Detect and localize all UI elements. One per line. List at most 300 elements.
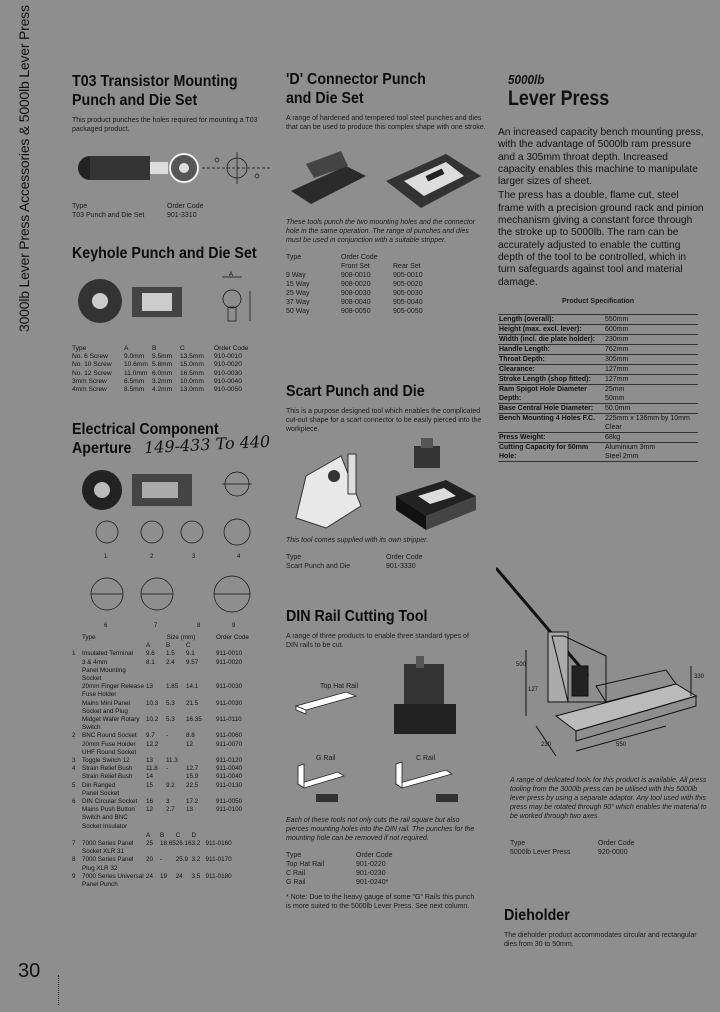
cell-a — [146, 881, 160, 889]
col-type: Type — [286, 554, 302, 561]
table-row — [286, 307, 446, 316]
cell-type: UHF Round Socket — [82, 748, 137, 756]
spec-label: Bench Mounting 4 Holes F.C. — [498, 413, 604, 432]
cell-type: 37 Way — [286, 299, 310, 306]
cell-b — [160, 848, 176, 856]
svg-text:4: 4 — [237, 554, 241, 560]
cell-type: Top Hat Rail — [286, 861, 325, 868]
svg-text:2: 2 — [150, 554, 154, 560]
cell-b: 2.7 — [166, 806, 175, 814]
spec-value: 127mm — [604, 364, 698, 374]
dim-throat: 127 — [528, 687, 539, 693]
cell-b: 6.0mm — [152, 369, 173, 377]
cell-order-code: 910-0050 — [214, 386, 242, 394]
cell-type: No. 10 Screw — [72, 361, 112, 369]
spec-row — [498, 374, 698, 384]
cell-c: 8.8 — [186, 732, 195, 740]
col-type: Type — [72, 203, 88, 210]
dconn-table — [286, 253, 446, 316]
cell-number — [72, 773, 82, 781]
cell-number — [72, 865, 82, 873]
col-a: A — [146, 642, 151, 650]
svg-text:A: A — [229, 272, 234, 278]
cell-number — [72, 749, 82, 757]
cell-number — [72, 667, 82, 683]
table-row — [286, 869, 446, 878]
scart-title: Scart Punch and Die — [286, 383, 425, 400]
col-type: Type — [82, 634, 96, 641]
spec-value: 25mm 50mm — [604, 384, 698, 403]
cell-rear-set: 905-0020 — [393, 281, 423, 288]
cell-type: Strain Relief Bush — [82, 773, 133, 781]
cell-b: 1.5 — [166, 650, 175, 658]
col-a: A — [124, 345, 129, 352]
cell-c: 10.0mm — [180, 377, 204, 385]
keyhole-table — [72, 345, 272, 394]
cell-type: 7000 Series Universal — [82, 872, 144, 880]
cell-a: 9.0mm — [124, 353, 145, 361]
cell-order-code — [206, 848, 277, 856]
col-c: C — [175, 831, 181, 839]
col-type: Type — [286, 254, 302, 261]
page-number: 30 — [18, 960, 41, 982]
cell-type: 20mm Fuse Holder — [82, 740, 136, 748]
cell-order-code: 911-0040 — [216, 765, 243, 773]
cell-type: Mains Mini Panel — [82, 699, 130, 707]
cell-number: 7 — [72, 840, 76, 848]
cell-type: DIN Circular Socket — [82, 798, 138, 806]
cell-number: 5 — [72, 781, 76, 789]
spec-value: 230mm — [604, 334, 698, 344]
keyhole-header-row — [72, 345, 272, 353]
cell-a: 8.1 — [146, 658, 155, 666]
svg-text:9: 9 — [232, 623, 236, 629]
table-row — [72, 798, 277, 806]
cell-b: 3.2mm — [152, 377, 173, 385]
table-row — [72, 700, 277, 708]
cell-order-code — [216, 749, 277, 757]
cell-order-code: 901-0230 — [356, 870, 386, 877]
cell-number: 6 — [72, 798, 76, 806]
table-row — [286, 298, 446, 307]
dim-depth: 230 — [541, 742, 552, 748]
cell-number — [72, 881, 82, 889]
cell-b — [166, 773, 186, 781]
cell-number — [72, 790, 82, 798]
press-caption: A range of dedicated tools for this product is available. All press tooling from the 3000lb press can be utilised with this 5000lb lever press by using a separate adaptor. Any tool used with this press may be rotated through 90° which enables the material to be worked through two axes. — [510, 777, 707, 820]
cell-order-code — [216, 708, 277, 716]
col-order-code: Order Code — [386, 554, 423, 561]
spec-row — [498, 314, 698, 324]
cell-a: 9.6 — [146, 650, 155, 658]
col-c: C — [186, 642, 191, 650]
press-section — [498, 72, 708, 462]
cell-number: 2 — [72, 732, 76, 740]
cell-b — [166, 790, 186, 798]
cell-a: 10.3 — [146, 699, 159, 707]
spec-label: Handle Length: — [498, 344, 604, 354]
press-caption-section — [510, 776, 710, 857]
cell-rear-set: 905-0040 — [393, 299, 423, 306]
col-size: Size (mm) — [166, 634, 196, 641]
cell-order-code: 911-0120 — [216, 757, 243, 765]
cell-a — [146, 708, 166, 716]
cell-d — [192, 865, 206, 873]
cell-order-code: 901-0240* — [356, 879, 389, 886]
spec-label: Press Weight: — [498, 432, 604, 442]
spec-value: 50.0mm — [604, 403, 698, 413]
cell-a: 24 — [146, 872, 154, 880]
cell-d — [192, 848, 206, 856]
spec-row — [498, 324, 698, 334]
cell-type: 3mm Screw — [72, 377, 107, 385]
table-row — [72, 782, 277, 790]
cell-c: 13 — [186, 806, 194, 814]
scart-description: This is a purpose designed tool which enables the complicated cut-out shape for a scart connector to be easily pierced into the workpiece. — [286, 408, 482, 433]
cell-c: 13.0mm — [180, 386, 204, 394]
din-caption: Each of these tools not only cuts the rail square but also pierces mounting holes into the DIN rail. The punches for the mounting hole can be removed if not required. — [286, 817, 475, 842]
cell-number — [72, 806, 82, 814]
cell-a: 11.0mm — [124, 369, 148, 377]
cell-type: 15 Way — [286, 281, 310, 288]
cell-type: Panel Mounting Socket — [82, 666, 126, 683]
table-row — [72, 370, 272, 378]
cell-type: Mains Push Button — [82, 806, 135, 814]
t03-row-type: T03 Punch and Die Set — [72, 212, 145, 219]
spec-value: 68kg — [604, 432, 698, 442]
cell-order-code: 910-0040 — [214, 377, 242, 385]
cell-c — [186, 823, 216, 831]
dieholder-title: Dieholder — [504, 907, 570, 924]
cell-order-code: 911-0100 — [216, 806, 243, 814]
cell-c — [186, 724, 216, 732]
cell-a: 10.2 — [146, 716, 159, 724]
cell-number — [72, 848, 82, 856]
col-a: A — [146, 831, 151, 839]
cell-type: Switch and BNC — [82, 814, 128, 822]
cell-order-code — [216, 691, 277, 699]
cell-type: BNC Round Socket — [82, 732, 137, 740]
dconn-description: A range of hardened and tempered tool steel punches and dies that can be used to produce this complex shape with one stroke. — [286, 115, 486, 131]
cell-type: Socket Insulator — [82, 822, 128, 830]
table-row — [72, 881, 277, 889]
cell-number — [72, 724, 82, 732]
t03-description: This product punches the holes required for mounting a T03 packaged product. — [72, 117, 258, 133]
spec-value: 762mm — [604, 344, 698, 354]
cell-rear-set: 905-0010 — [393, 272, 423, 279]
press-title: Lever Press — [508, 87, 610, 110]
t03-product-photo — [72, 138, 277, 198]
cell-order-code: 911-0020 — [216, 658, 243, 666]
cell-b: - — [160, 856, 163, 864]
cell-front-set: 908-0030 — [341, 290, 371, 297]
cell-front-set: 908-0010 — [341, 272, 371, 279]
table-row — [72, 823, 277, 831]
cell-type: 4mm Screw — [72, 386, 107, 394]
spec-label: Clearance: — [498, 364, 604, 374]
table-row — [72, 716, 277, 724]
cell-order-code: 911-0110 — [216, 716, 242, 724]
col-b: B — [160, 831, 165, 839]
cell-b — [166, 741, 186, 749]
spec-label: Length (overall): — [498, 314, 604, 324]
cell-number: 9 — [72, 872, 76, 880]
cell-c: 21.5 — [186, 699, 199, 707]
press-description: The press has a double, flame cut, steel frame with a precision ground rack and pinion mechanism giving a constant force through the stroke up to 5000lb. The ram can be accurately adjusted to enable the cutting depth of the tool to be controlled, which in turn safeguards against tool and material damage. — [498, 190, 704, 288]
cell-type: C Rail — [286, 870, 306, 877]
cell-type: 3 & 4mm — [82, 658, 108, 666]
dim-width: 330 — [694, 674, 705, 680]
cell-c — [176, 848, 192, 856]
cell-order-code — [216, 790, 277, 798]
table-row — [72, 806, 277, 814]
spec-row — [498, 344, 698, 354]
press-diagram — [496, 566, 708, 776]
spec-label: Width (incl. die plate holder): — [498, 334, 604, 344]
label-top-hat-rail: Top Hat Rail — [320, 683, 359, 690]
cell-order-code: 911-0060 — [216, 732, 243, 740]
spec-value: 305mm — [604, 354, 698, 364]
cell-c: 15.0mm — [180, 361, 204, 369]
scart-row-code: 901-3330 — [386, 563, 416, 570]
cell-number — [72, 708, 82, 716]
cell-b — [166, 814, 186, 822]
cell-number — [72, 823, 82, 831]
spec-label: Throat Depth: — [498, 354, 604, 364]
col-c: C — [180, 345, 185, 352]
cell-type: Fuse Holder — [82, 691, 117, 699]
cell-b: 9.2 — [166, 781, 175, 789]
cell-b — [160, 865, 176, 873]
keyhole-section — [72, 244, 277, 394]
spec-row — [498, 432, 698, 442]
cell-order-code — [216, 814, 277, 822]
cell-type: 7000 Series Panel — [82, 840, 134, 848]
cell-order-code: 910-0010 — [214, 353, 242, 361]
spec-label: Base Central Hole Diameter: — [498, 403, 604, 413]
cell-a — [146, 848, 160, 856]
cell-number — [72, 716, 82, 724]
cell-c: 12 — [186, 740, 194, 748]
table-row — [72, 840, 277, 848]
cell-b: 5.8mm — [152, 361, 173, 369]
table-row — [72, 873, 277, 881]
cell-a: 13 — [146, 683, 154, 691]
cell-type: 25 Way — [286, 290, 310, 297]
press-intro: An increased capacity bench mounting press, with the advantage of 5000lb ram pressure and a 305mm throat depth. Increased capacity enables this machine to manipulate larger sizes of sheet. — [498, 127, 704, 188]
cell-c — [186, 749, 216, 757]
cell-number — [72, 691, 82, 699]
din-description: A range of three products to enable three standard types of DIN rails to be cut. — [286, 633, 469, 649]
table-row — [72, 757, 277, 765]
cell-number — [72, 683, 82, 691]
cell-a: 20 — [146, 856, 154, 864]
cell-c: 9.1 — [186, 650, 195, 658]
cell-b — [166, 708, 186, 716]
cell-c — [186, 757, 216, 765]
table-row — [72, 765, 277, 773]
spec-row — [498, 403, 698, 413]
cell-c — [186, 667, 216, 683]
cell-b — [166, 749, 186, 757]
cell-c: 26.16 — [175, 840, 192, 848]
svg-text:7: 7 — [154, 623, 158, 629]
keyhole-product-photo — [72, 269, 277, 339]
cell-a: 13 — [146, 757, 154, 765]
col-b: B — [166, 642, 171, 650]
cell-a: 12 — [146, 806, 154, 814]
table-row — [72, 741, 277, 749]
cell-c: 13.5mm — [180, 353, 204, 361]
table-row — [72, 353, 272, 361]
cell-c: 17.2 — [186, 798, 199, 806]
cell-front-set: 908-0050 — [341, 308, 371, 315]
spec-value: 600mm — [604, 324, 698, 334]
table-row — [72, 650, 277, 658]
scart-row-type: Scart Punch and Die — [286, 563, 351, 570]
din-table — [286, 851, 446, 887]
cell-type: 50 Way — [286, 308, 310, 315]
dieholder-section — [504, 906, 714, 949]
table-row — [72, 732, 277, 740]
cell-c: 16.35 — [186, 716, 202, 724]
cell-b: 5.3 — [166, 716, 175, 724]
cell-type: 7000 Series Panel — [82, 856, 134, 864]
cell-order-code — [206, 881, 277, 889]
dconn-section — [286, 70, 486, 316]
cell-b: 11.3 — [166, 757, 178, 765]
press-order-table — [510, 839, 670, 857]
cell-b — [166, 823, 186, 831]
table-row — [72, 361, 272, 369]
margin-marks — [58, 975, 63, 1005]
electrical-title: Electrical Component Aperture — [72, 421, 219, 457]
table-row — [72, 667, 277, 683]
cell-type: Toggle Switch 12 — [82, 757, 130, 765]
cell-a — [146, 691, 166, 699]
cell-order-code: 910-0030 — [214, 369, 242, 377]
cell-b — [160, 881, 176, 889]
cell-a — [146, 790, 166, 798]
cell-order-code: 911-0170 — [205, 856, 232, 864]
cell-b: 19 — [160, 872, 168, 880]
cell-b: 2.4 — [166, 658, 175, 666]
cell-b: - — [166, 732, 169, 740]
cell-c — [186, 691, 216, 699]
cell-d: 3.2 — [191, 856, 201, 864]
cell-a: 8.5mm — [124, 386, 145, 394]
cell-type: G Rail — [286, 879, 306, 886]
scart-caption: This tool comes supplied with its own stripper. — [286, 537, 429, 544]
col-b: B — [152, 345, 157, 352]
table-row — [72, 749, 277, 757]
cell-type: 9 Way — [286, 272, 306, 279]
cell-type: No. 12 Screw — [72, 369, 112, 377]
electrical-aperture-diagrams — [72, 462, 277, 632]
table-row — [72, 683, 277, 691]
cell-a: 10.6mm — [124, 361, 148, 369]
dconn-caption: These tools punch the two mounting holes and the connector hole in the same operation. The range of punches and dies must be used in conjunction with a suitable stripper. — [286, 219, 476, 244]
cell-order-code: 911-0130 — [216, 781, 243, 789]
cell-order-code: 911-0030 — [216, 683, 243, 691]
spec-label: Ram Spigot Hole Diameter Depth: — [498, 384, 604, 403]
table-row — [72, 659, 277, 667]
sidebar-vertical-title: 3000lb Lever Press Accessories & 5000lb Lever Press — [16, 5, 32, 332]
cell-b: 3 — [166, 798, 170, 806]
col-type: Type — [72, 345, 87, 352]
cell-a — [146, 823, 166, 831]
electrical-section — [72, 420, 277, 889]
cell-a: 6.5mm — [124, 377, 145, 385]
cell-type: Switch — [82, 724, 101, 732]
col-order-code: Order Code — [214, 345, 249, 352]
spec-table — [498, 314, 698, 462]
cell-a: 25 — [146, 840, 154, 848]
cell-type: Plug XLR 32 — [82, 864, 118, 872]
cell-order-code: 911-0030 — [216, 699, 243, 707]
cell-a: 14 — [146, 773, 154, 781]
cell-c — [186, 814, 216, 822]
cell-c: 16.5mm — [180, 369, 204, 377]
cell-order-code — [206, 865, 277, 873]
dconn-title: 'D' Connector Punch and Die Set — [286, 71, 426, 107]
spec-value: Aluminium 3mm Steel 2mm — [604, 442, 698, 461]
spec-value: 225mm x 136mm by 10mm Clear — [604, 413, 698, 432]
cell-type: No. 6 Screw — [72, 353, 108, 361]
col-front-set: Front Set — [341, 263, 370, 270]
table-row — [286, 289, 446, 298]
cell-type: Socket XLR 31 — [82, 848, 125, 856]
spec-value: 127mm — [604, 374, 698, 384]
cell-a — [146, 667, 166, 683]
table-row — [72, 773, 277, 781]
handwritten-note: 149-433 To 440 — [143, 431, 271, 458]
scart-table — [286, 553, 466, 571]
cell-type: Midget Wafer Rotary — [82, 716, 140, 724]
cell-type: Insulated Terminal — [82, 650, 133, 658]
cell-order-code: 911-0050 — [216, 798, 243, 806]
dim-height: 500 — [516, 662, 527, 668]
cell-number — [72, 814, 82, 822]
spec-row — [498, 364, 698, 374]
electrical-table — [72, 634, 277, 831]
cell-type: 20mm Finger Release — [82, 683, 144, 691]
table-row — [72, 378, 272, 386]
cell-c: 9.57 — [186, 658, 199, 666]
t03-title: T03 Transistor Mounting Punch and Die Set — [72, 73, 238, 109]
cell-a: 9.7 — [146, 732, 155, 740]
cell-c — [176, 865, 192, 873]
cell-c: 14.1 — [186, 683, 199, 691]
din-title: DIN Rail Cutting Tool — [286, 608, 428, 625]
dieholder-description: The dieholder product accommodates circular and rectangular dies from 30 to 50mm. — [504, 932, 697, 948]
cell-order-code: 911-0160 — [205, 840, 232, 848]
cell-b: 4.2mm — [152, 386, 173, 394]
table-row — [72, 848, 277, 856]
dconn-product-photo — [286, 136, 486, 216]
table-row — [72, 691, 277, 699]
din-note: * Note: Due to the heavy gauge of some "G" Rails this punch is more suited to the 5000lb Lever Press. See next column. — [286, 894, 475, 910]
table-row — [286, 878, 446, 887]
cell-type: Panel Socket — [82, 789, 120, 797]
cell-number — [72, 659, 82, 667]
svg-text:8: 8 — [197, 623, 201, 629]
cell-b: - — [166, 765, 169, 773]
spec-label: Cutting Capacity for 50mm Hole: — [498, 442, 604, 461]
cell-order-code — [216, 667, 277, 683]
cell-a — [146, 814, 166, 822]
col-type: Type — [510, 840, 526, 847]
